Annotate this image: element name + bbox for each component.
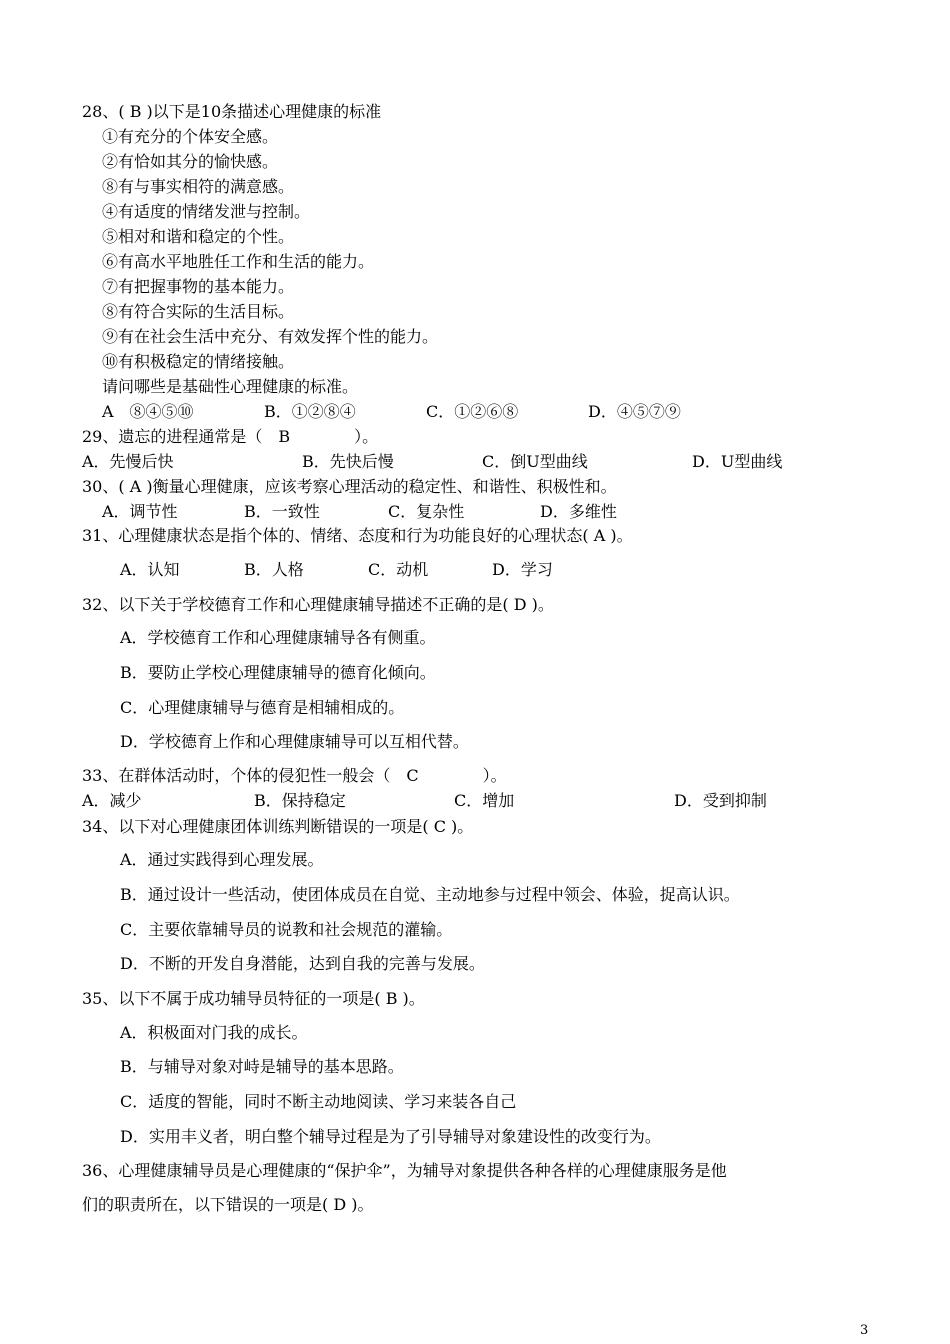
q28-item-7: ⑦有把握事物的基本能力。: [102, 277, 295, 296]
q34-option-c: C．主要依靠辅导员的说教和社会规范的灌输。: [120, 920, 453, 939]
q36-stem-line-2: 们的职责所在，以下错误的一项是( D )。: [82, 1195, 374, 1214]
q28-item-10: ⑩有积极稳定的情绪接触。: [102, 352, 295, 371]
q32-stem: 32、以下关于学校德育工作和心理健康辅导描述不正确的是( D )。: [82, 595, 554, 614]
q31-option-b: B．人格: [244, 560, 304, 579]
q32-option-a: A．学校德育工作和心理健康辅导各有侧重。: [120, 628, 436, 647]
q32-option-b: B．要防止学校心理健康辅导的德育化倾向。: [120, 663, 436, 682]
q35-option-d: D．实用丰义者，明白整个辅导过程是为了引导辅导对象建设性的改变行为。: [120, 1127, 661, 1146]
q35-option-b: B．与辅导对象对峙是辅导的基本思路。: [120, 1057, 404, 1076]
q33-option-b: B．保持稳定: [254, 791, 346, 810]
q29-stem: 29、遗忘的进程通常是（ B ）。: [82, 427, 379, 446]
q35-option-a: A．积极面对门我的成长。: [120, 1023, 308, 1042]
q31-stem: 31、心理健康状态是指个体的、情绪、态度和行为功能良好的心理状态( A )。: [82, 526, 633, 545]
q34-option-d: D．不断的开发自身潜能，达到自我的完善与发展。: [120, 954, 485, 973]
q35-option-c: C．适度的智能，同时不断主动地阅读、学习来装各自己: [120, 1092, 517, 1111]
q34-option-b: B．通过设计一些活动，使团体成员在自觉、主动地参与过程中领会、体验，捉高认识。: [120, 885, 740, 904]
q29-option-c: C．倒U型曲线: [482, 452, 588, 471]
q28-option-c: C．①②⑥⑧: [426, 402, 519, 421]
q31-option-c: C．动机: [368, 560, 429, 579]
q31-option-d: D．学习: [492, 560, 553, 579]
q28-item-8: ⑧有符合实际的生活目标。: [102, 302, 295, 321]
q33-option-d: D．受到抑制: [674, 791, 767, 810]
q30-option-a: A．调节性: [102, 502, 178, 521]
q32-option-c: C．心理健康辅导与德育是相辅相成的。: [120, 698, 405, 717]
q34-stem: 34、以下对心理健康团体训练判断错误的一项是( C )。: [82, 817, 474, 836]
q28-item-4: ④有适度的情绪发泄与控制。: [102, 202, 311, 221]
q30-stem: 30、( A )衡量心理健康，应该考察心理活动的稳定性、和谐性、积极性和。: [82, 477, 617, 496]
q31-option-a: A．认知: [120, 560, 180, 579]
q28-item-5: ⑤相对和谐和稳定的个性。: [102, 227, 295, 246]
q33-option-c: C．增加: [454, 791, 515, 810]
q28-option-a: A ⑧④⑤⑩: [102, 402, 194, 421]
q28-item-6: ⑥有高水平地胜任工作和生活的能力。: [102, 252, 375, 271]
q33-stem: 33、在群体活动时，个体的侵犯性一般会（ C ）。: [82, 766, 507, 785]
q32-option-d: D．学校德育上作和心理健康辅导可以互相代替。: [120, 732, 469, 751]
q28-item-2: ②有恰如其分的愉快感。: [102, 152, 279, 171]
q29-option-d: D．U型曲线: [692, 452, 783, 471]
q28-stem: 28、( B )以下是10条描述心理健康的标准: [82, 102, 382, 121]
q28-item-1: ①有充分的个体安全感。: [102, 127, 279, 146]
q35-stem: 35、以下不属于成功辅导员特征的一项是( B )。: [82, 989, 425, 1008]
q28-option-d: D．④⑤⑦⑨: [588, 402, 681, 421]
q28-question: 请问哪些是基础性心理健康的标准。: [102, 377, 359, 396]
q34-option-a: A．通过实践得到心理发展。: [120, 850, 324, 869]
q28-item-9: ⑨有在社会生活中充分、有效发挥个性的能力。: [102, 327, 439, 346]
page-number: 3: [860, 1323, 869, 1338]
q28-option-b: B．①②⑧④: [264, 402, 356, 421]
q36-stem-line-1: 36、心理健康辅导员是心理健康的“保护伞”，为辅导对象提供各种各样的心理健康服务是他: [82, 1161, 727, 1180]
q33-option-a: A．减少: [82, 791, 142, 810]
q28-item-3: ⑧有与事实相符的满意感。: [102, 177, 295, 196]
q29-option-a: A．先慢后快: [82, 452, 174, 471]
q29-option-b: B．先快后慢: [302, 452, 394, 471]
q30-option-d: D．多维性: [540, 502, 617, 521]
q30-option-b: B．一致性: [244, 502, 320, 521]
q30-option-c: C．复杂性: [388, 502, 465, 521]
